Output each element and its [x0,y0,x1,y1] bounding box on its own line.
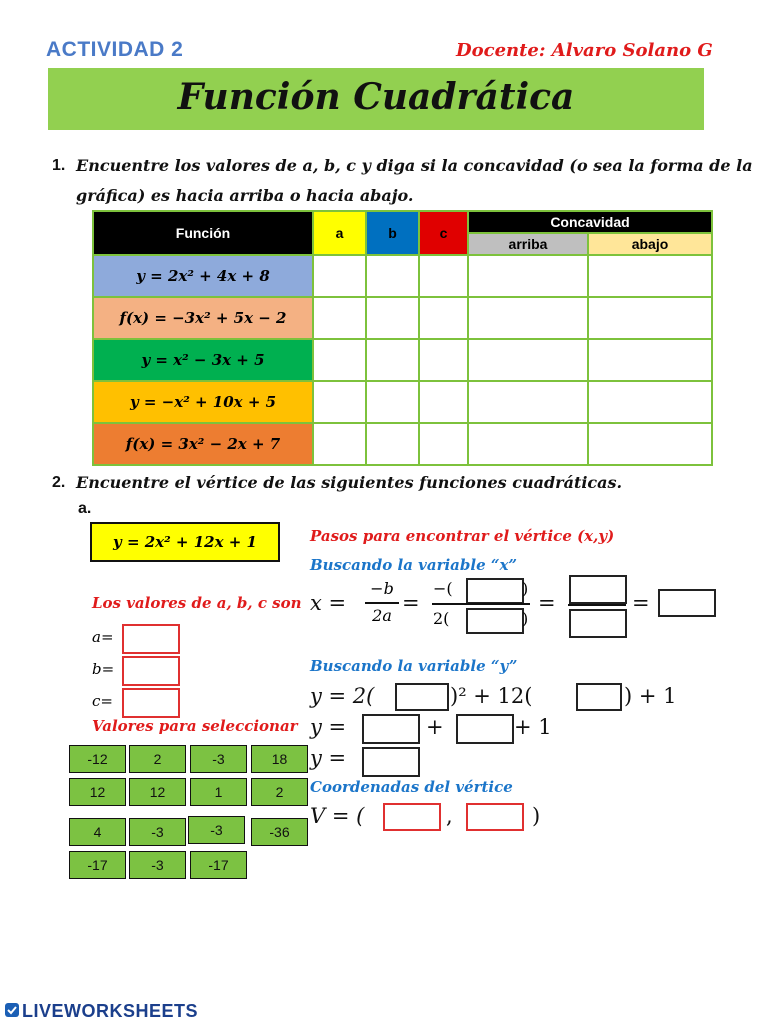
value-tile[interactable]: 1 [190,778,247,806]
header-down: abajo [588,233,712,255]
formula-x-num2-suffix: ) [522,579,529,598]
formula-y-line3: y = [310,746,347,770]
answer-b-cell[interactable] [366,381,419,423]
answer-up-cell[interactable] [468,255,588,297]
formula-y-line1-c: ) + 1 [624,684,677,708]
teacher-name: Docente: Alvaro Solano G [456,40,713,61]
value-tile[interactable]: 4 [69,818,126,846]
answer-down-cell[interactable] [588,381,712,423]
formula-x-lhs: x = [310,591,347,615]
value-tile[interactable]: -3 [129,851,186,879]
equals-sign: = [632,591,650,615]
answer-b-cell[interactable] [366,339,419,381]
formula-x-den2-prefix: 2( [433,609,450,628]
table-row [93,423,712,465]
x-squared-input[interactable] [395,683,449,711]
header-function: Función [93,211,313,255]
answer-down-cell[interactable] [588,339,712,381]
functions-table [92,210,713,466]
coords-label: Coordenadas del vértice [310,778,513,796]
answer-up-cell[interactable] [468,381,588,423]
fraction-bar [432,603,530,605]
value-c-dropzone[interactable] [122,688,180,718]
answer-c-cell[interactable] [419,297,468,339]
formula-x-numerator: −b [370,579,394,598]
values-title: Los valores de a, b, c son [92,594,302,612]
question-2-part: a. [78,500,92,517]
two-a-input[interactable] [466,608,524,634]
header-b: b [366,211,419,255]
x-linear-input[interactable] [576,683,622,711]
question-1-text-line2: gráfica) es hacia arriba o hacia abajo. [76,186,414,205]
y-result-input[interactable] [362,747,420,777]
value-tile[interactable]: 18 [251,745,308,773]
x-result-input[interactable] [658,589,716,617]
value-tile[interactable]: 12 [129,778,186,806]
denominator-result-input[interactable] [569,609,627,638]
liveworksheets-logo-icon [4,1002,20,1018]
answer-a-cell[interactable] [313,381,366,423]
value-tile[interactable]: -17 [69,851,126,879]
formula-y-line1-b: )² + 12( [450,684,533,708]
answer-a-cell[interactable] [313,423,366,465]
formula-y-line2-a: y = [310,715,347,739]
answer-c-cell[interactable] [419,381,468,423]
table-row [93,339,712,381]
vertex-lhs: V = ( [310,804,365,828]
function-cell: y = 2x² + 4x + 8 [93,255,313,297]
question-2-text: Encuentre el vértice de las siguientes funciones cuadráticas. [76,473,623,492]
answer-down-cell[interactable] [588,423,712,465]
function-cell: y = −x² + 10x + 5 [93,381,313,423]
answer-down-cell[interactable] [588,297,712,339]
value-b-dropzone[interactable] [122,656,180,686]
value-tile[interactable]: -17 [190,851,247,879]
answer-up-cell[interactable] [468,423,588,465]
question-2-number: 2. [52,474,66,491]
answer-a-cell[interactable] [313,255,366,297]
vertex-rhs: ) [532,804,541,828]
header-a: a [313,211,366,255]
label-c: c= [92,692,113,710]
answer-up-cell[interactable] [468,339,588,381]
header-concavity: Concavidad [468,211,712,233]
table-row [93,255,712,297]
answer-down-cell[interactable] [588,255,712,297]
header-up: arriba [468,233,588,255]
vertex-comma: , [446,804,453,828]
equals-sign: = [402,591,420,615]
table-row [93,297,712,339]
value-tile[interactable]: -12 [69,745,126,773]
function-cell: f(x) = 3x² − 2x + 7 [93,423,313,465]
answer-b-cell[interactable] [366,423,419,465]
select-values-title: Valores para seleccionar [92,717,298,735]
formula-x-den2-suffix: ) [522,609,529,628]
answer-c-cell[interactable] [419,423,468,465]
value-tile[interactable]: -3 [188,816,245,844]
fraction-bar [365,602,399,604]
question-1-number: 1. [52,157,66,174]
answer-b-cell[interactable] [366,255,419,297]
formula-x-num2-prefix: −( [433,579,453,598]
value-tile[interactable]: -36 [251,818,308,846]
function-cell: y = x² − 3x + 5 [93,339,313,381]
find-x-label: Buscando la variable “x” [310,556,518,574]
answer-a-cell[interactable] [313,297,366,339]
activity-label: ACTIVIDAD 2 [46,38,184,61]
answer-b-cell[interactable] [366,297,419,339]
answer-c-cell[interactable] [419,255,468,297]
table-row [93,381,712,423]
formula-y-line1-a: y = 2( [310,684,375,708]
answer-up-cell[interactable] [468,297,588,339]
numerator-result-input[interactable] [569,575,627,604]
value-tile[interactable]: -3 [190,745,247,773]
title-banner [48,68,704,130]
equals-sign: = [538,591,556,615]
exercise-function: y = 2x² + 12x + 1 [90,522,280,562]
vertex-x-input[interactable] [383,803,441,831]
formula-y-line2-b: + [426,715,444,739]
page-title: Función Cuadrática [177,76,575,118]
formula-y-line2-c: + 1 [514,715,552,739]
neg-b-input[interactable] [466,578,524,604]
value-tile[interactable]: 2 [129,745,186,773]
answer-a-cell[interactable] [313,339,366,381]
value-tile[interactable]: 2 [251,778,308,806]
vertex-y-input[interactable] [466,803,524,831]
header-c: c [419,211,468,255]
question-1-text-line1: Encuentre los valores de a, b, c y diga si la concavidad (o sea la forma de la [76,156,753,175]
liveworksheets-brand: LIVEWORKSHEETS [22,1001,199,1021]
fraction-bar [568,604,626,606]
label-b: b= [92,660,115,678]
formula-x-denominator: 2a [372,606,392,625]
steps-title: Pasos para encontrar el vértice (x,y) [310,527,615,545]
value-a-dropzone[interactable] [122,624,180,654]
answer-c-cell[interactable] [419,339,468,381]
find-y-label: Buscando la variable “y” [310,657,518,675]
term2-input[interactable] [456,714,514,744]
term1-input[interactable] [362,714,420,744]
value-tile[interactable]: 12 [69,778,126,806]
function-cell: f(x) = −3x² + 5x − 2 [93,297,313,339]
label-a: a= [92,628,114,646]
value-tile[interactable]: -3 [129,818,186,846]
